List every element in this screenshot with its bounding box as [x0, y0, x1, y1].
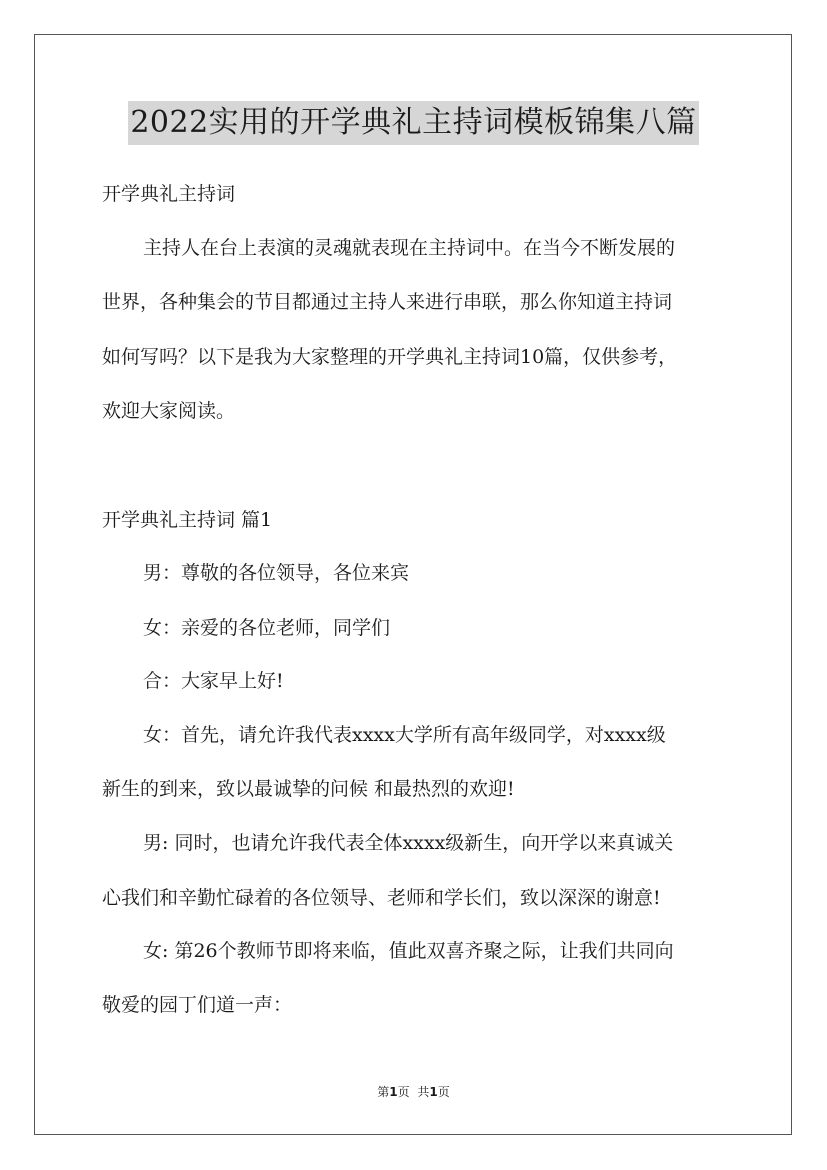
dialogue-line: 女: 第26个教师节即将来临，值此双喜齐聚之际，让我们共同向 [143, 940, 674, 962]
intro-paragraph-line: 世界，各种集会的节目都通过主持人来进行串联，那么你知道主持词 [102, 291, 673, 313]
footer-page-label: 页 [397, 1085, 410, 1099]
section-heading: 开学典礼主持词 篇1 [102, 509, 273, 531]
intro-heading: 开学典礼主持词 [102, 183, 236, 205]
footer-total-number: 1 [429, 1085, 438, 1099]
intro-paragraph-line: 主持人在台上表演的灵魂就表现在主持词中。在当今不断发展的 [143, 237, 676, 259]
dialogue-line: 心我们和辛勤忙碌着的各位领导、老师和学长们，致以深深的谢意! [102, 887, 661, 909]
dialogue-line: 新生的到来，致以最诚挚的问候 和最热烈的欢迎! [102, 778, 515, 800]
dialogue-line: 合：大家早上好! [143, 670, 284, 692]
dialogue-line: 女：亲爱的各位老师，同学们 [143, 617, 391, 639]
page-footer [0, 1083, 827, 1100]
document-title: 2022实用的开学典礼主持词模板锦集八篇 [128, 101, 698, 145]
dialogue-line: 男: 同时，也请允许我代表全体xxxx级新生，向开学以来真诚关 [143, 832, 674, 854]
footer-total-prefix: 共 [417, 1085, 430, 1099]
footer-page-prefix: 第 [377, 1085, 390, 1099]
dialogue-line: 男：尊敬的各位领导，各位来宾 [143, 562, 410, 584]
intro-paragraph-line: 欢迎大家阅读。 [102, 400, 236, 422]
dialogue-line: 敬爱的园丁们道一声： [102, 994, 293, 1016]
intro-paragraph-line: 如何写吗？以下是我为大家整理的开学典礼主持词10篇，仅供参考， [102, 346, 678, 368]
dialogue-line: 女：首先，请允许我代表xxxx大学所有高年级同学，对xxxx级 [143, 724, 666, 746]
footer-total-label: 页 [437, 1085, 450, 1099]
title-container [0, 101, 827, 145]
footer-page-number: 1 [389, 1085, 398, 1099]
